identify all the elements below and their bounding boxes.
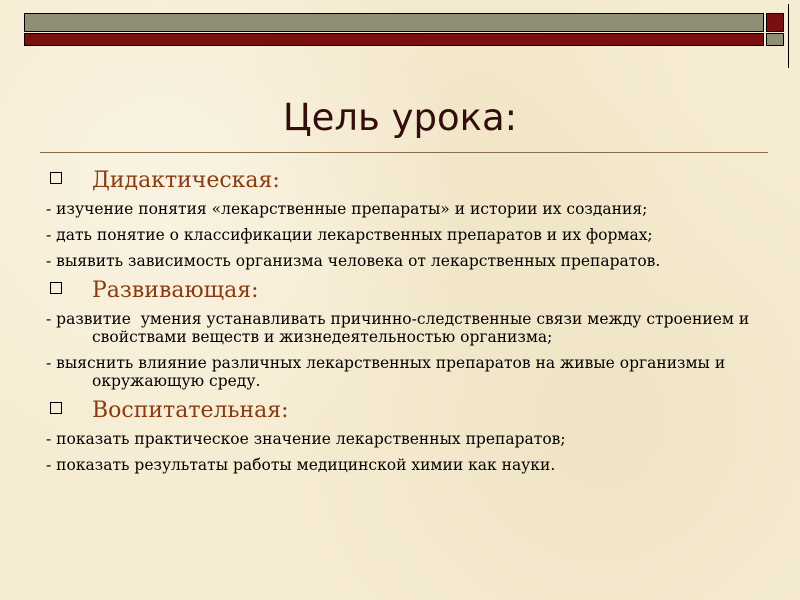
slide-title: Цель урока: (282, 96, 518, 139)
goal-line: - изучение понятия «лекарственные препараты» и истории их создания; (46, 200, 648, 218)
section-heading-text: Развивающая: (92, 278, 259, 303)
section-educational (46, 398, 786, 474)
goal-line: - выяснить влияние различных лекарственных препаратов на живые организмы и окружающую среду. (46, 354, 731, 390)
goal-line: - выявить зависимость организма человека от лекарственных препаратов. (46, 252, 661, 270)
goal-line: - развитие умения устанавливать причинно-следственные связи между строением и свойствами веществ и жизнедеятельностью организма; (46, 310, 755, 346)
goal-line: - показать практическое значение лекарственных препаратов; (46, 430, 566, 448)
goal-line: - дать понятие о классификации лекарственных препаратов и их формах; (46, 226, 653, 244)
section-didactic (46, 168, 786, 270)
vertical-divider (788, 4, 789, 68)
section-heading (46, 278, 786, 304)
corner-square-red (766, 13, 784, 32)
title-underline (40, 152, 768, 153)
hollow-square-bullet-icon (50, 282, 62, 294)
goal-line: - показать результаты работы медицинской химии как науки. (46, 456, 556, 474)
header-bar-gray (24, 13, 764, 32)
slide-content (46, 168, 786, 482)
header-bar-red (24, 33, 764, 46)
corner-square-gray (766, 33, 784, 46)
section-developing (46, 278, 786, 390)
section-heading-text: Воспитательная: (92, 398, 289, 423)
hollow-square-bullet-icon (50, 172, 62, 184)
section-heading (46, 168, 786, 194)
section-heading (46, 398, 786, 424)
section-heading-text: Дидактическая: (92, 168, 280, 193)
hollow-square-bullet-icon (50, 402, 62, 414)
